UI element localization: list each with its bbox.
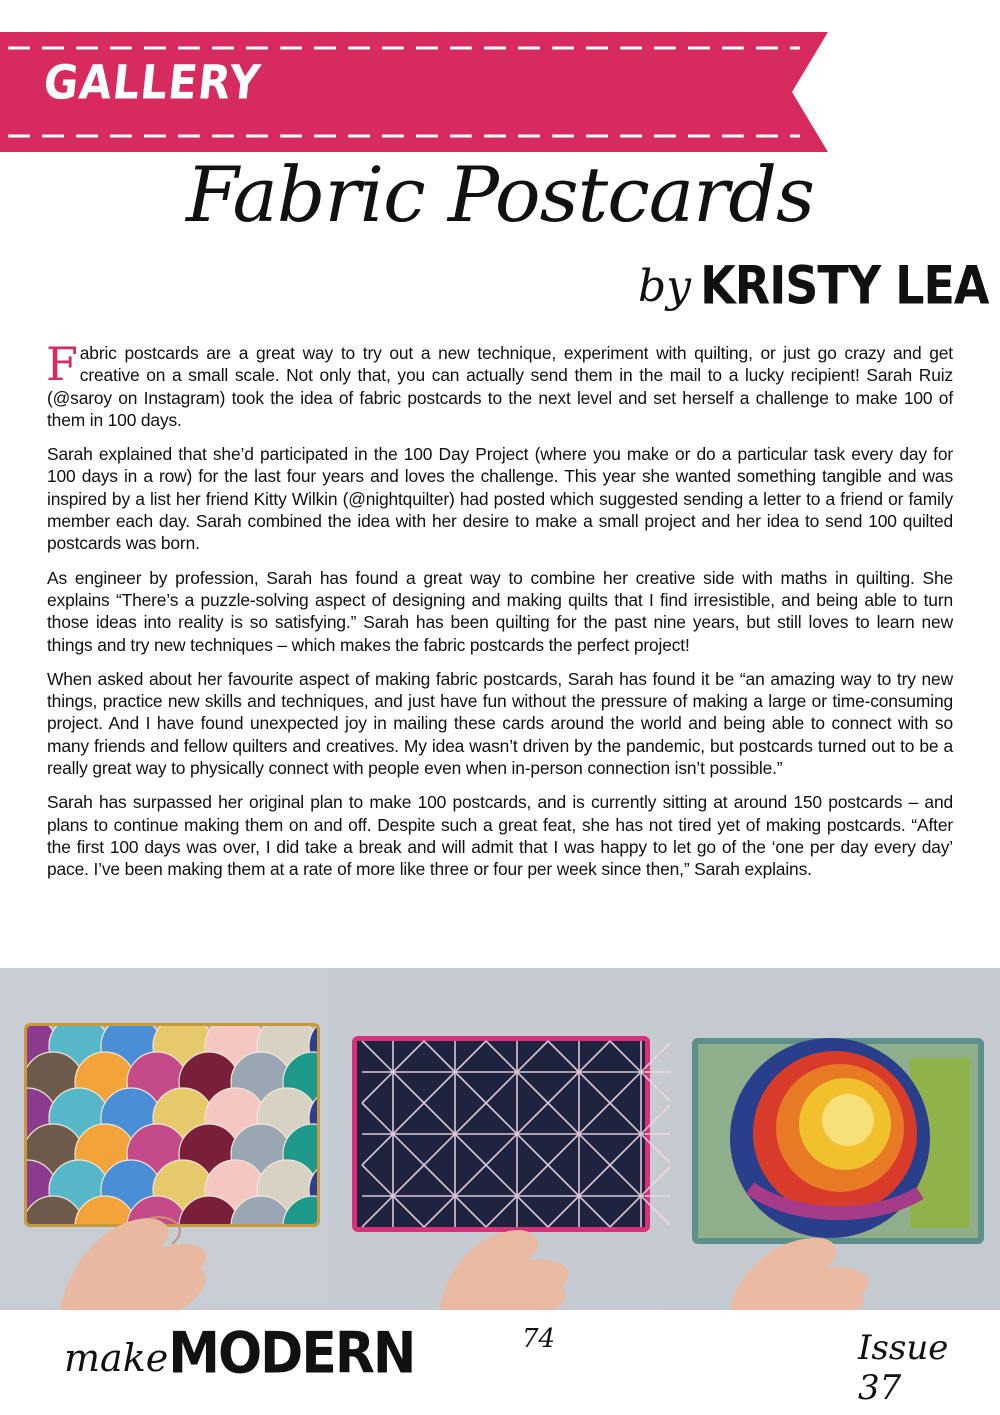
photo-spiral-postcard xyxy=(670,968,1000,1310)
page-number: 74 xyxy=(522,1324,556,1354)
drop-cap: F xyxy=(46,337,78,391)
paragraph-2: Sarah explained that she’d participated in the 100 Day Project (where you make or do a particular task every day for 100 days in a row) for the last four years and loves the challenge. This year she wanted something tangible and was inspired by a list her friend Kitty Wilkin (@nightquilter) had posted which suggested sending a letter to a friend or family member each day. Sarah combined the idea with her desire to make a small project and her idea to send 100 quilted postcards was born. xyxy=(47,444,953,554)
section-banner xyxy=(0,32,830,152)
photo-geometric-postcard xyxy=(330,968,670,1310)
byline-author: KRISTY LEA xyxy=(700,253,989,317)
photo-strip xyxy=(0,968,1000,1310)
issue-number: Issue 37 xyxy=(858,1328,949,1408)
article-title: Fabric Postcards xyxy=(185,150,815,239)
make-modern-logo xyxy=(64,1321,415,1387)
logo-modern: MODERN xyxy=(168,1321,415,1387)
photo-scallop-postcard xyxy=(0,968,330,1310)
paragraph-1-text: abric postcards are a great way to try out a new technique, experiment with quilting, or just go crazy and get creative on a small scale. Not only that, you can actually send them in the mail to a lucky recipient! Sarah Ruiz (@saroy on Instagram) took the idea of fabric postcards to the next level and set herself a challenge to make 100 of them in 100 days. xyxy=(47,343,953,430)
paragraph-1 xyxy=(46,337,953,431)
paragraph-4: When asked about her favourite aspect of making fabric postcards, Sarah has found it be “an amazing way to try new things, practice new skills and techniques, and just have fun without the pressure of making a large or time-consuming project. And I have found unexpected joy in mailing these cards around the world and being able to connect with so many friends and fellow quilters and creatives. My idea wasn’t driven by the pandemic, but postcards turned out to be a really great way to physically connect with people even when in-person connection isn’t possible.” xyxy=(47,668,953,779)
logo-make: make xyxy=(64,1336,169,1380)
article-body xyxy=(46,337,953,893)
paragraph-5: Sarah has surpassed her original plan to make 100 postcards, and is currently sitting at around 150 postcards – and plans to continue making them on and off. Despite such a great feat, she has not tired yet of making postcards. “After the first 100 days was over, I did take a break and will admit that I was happy to let go of the ‘one per day every day’ pace. I’ve been making them at a rate of more like three or four per week since then,” Sarah explains. xyxy=(47,792,953,880)
page-footer xyxy=(0,1310,1000,1415)
byline xyxy=(638,253,989,317)
byline-by: by xyxy=(638,261,692,312)
section-label: GALLERY xyxy=(41,55,264,110)
paragraph-3: As engineer by profession, Sarah has found a great way to combine her creative side with maths in quilting. She explains “There’s a puzzle-solving aspect of designing and making quilts that I find irresistible, and being able to turn those ideas into reality is so satisfying.” Sarah has been quilting for the past nine years, but still loves to learn new things and try new techniques – which makes the fabric postcards the perfect project! xyxy=(47,567,953,655)
